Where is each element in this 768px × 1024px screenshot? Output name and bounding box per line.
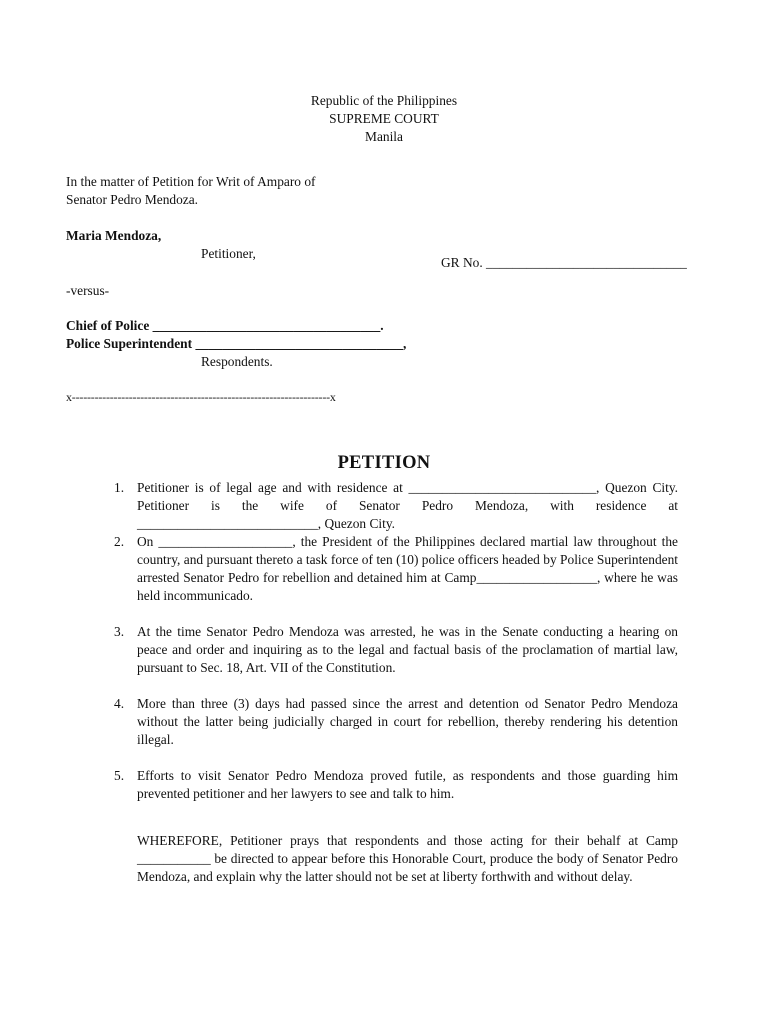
allegation-number: 3. <box>114 624 125 639</box>
caption-matter-line1: In the matter of Petition for Writ of Amparo of <box>66 174 316 189</box>
allegation-text: Petitioner is of legal age and with residence at ____________________________, Quezon City. Petitioner is the wife of Senator Pedro Mendoza, with residence at ___________________________, Quezon City. <box>137 480 678 531</box>
petitioner-name: Maria Mendoza, <box>66 228 162 243</box>
allegation-text: At the time Senator Pedro Mendoza was arrested, he was in the Senate conducting a hearing on peace and order and inquiring as to the legal and factual basis of the proclamation of martial law, pursuant to Sec. 18, Art. VII of the Constitution. <box>137 624 678 675</box>
allegation-number: 2. <box>114 534 125 549</box>
document-title: PETITION <box>337 453 431 473</box>
respondent-police-superintendent: Police Superintendent _______________________________, <box>66 336 407 351</box>
respondent-chief-of-police: Chief of Police __________________________________. <box>66 318 384 333</box>
allegation-text: More than three (3) days had passed since the arrest and detention od Senator Pedro Mendoza without the latter being judicially charged in court for rebellion, thereby rendering his detention illegal. <box>137 696 678 747</box>
caption-matter-line2: Senator Pedro Mendoza. <box>66 192 199 207</box>
allegation-number: 1. <box>114 480 125 495</box>
court-header-supreme-court: SUPREME COURT <box>329 111 439 126</box>
respondent-role: Respondents. <box>201 354 273 369</box>
caption-separator: x--------------------------------------------------------------------x <box>66 390 336 404</box>
petitioner-role: Petitioner, <box>201 246 256 261</box>
gr-number: GR No. ______________________________ <box>441 255 687 270</box>
allegation-text: Efforts to visit Senator Pedro Mendoza proved futile, as respondents and those guarding him prevented petitioner and her lawyers to see and talk to him. <box>137 768 678 801</box>
versus-label: -versus- <box>66 283 110 298</box>
court-header-republic: Republic of the Philippines <box>310 93 458 108</box>
allegation-number: 4. <box>114 696 125 711</box>
prayer-paragraph: WHEREFORE, Petitioner prays that respondents and those acting for their behalf at Camp ___________ be directed to appear before this Honorable Court, produce the body of Senator Pedro Mendoza, and explain why the latter should not be set at liberty forthwith and without delay. <box>137 833 678 884</box>
allegation-text: On ____________________, the President of the Philippines declared martial law throughout the country, and pursuant thereto a task force of ten (10) police officers headed by Police Superintendent arrested Senator Pedro for rebellion and detained him at Camp__________________, where he was held incommunicado. <box>137 534 678 603</box>
allegation-number: 5. <box>114 768 125 783</box>
court-header-city: Manila <box>365 129 403 144</box>
